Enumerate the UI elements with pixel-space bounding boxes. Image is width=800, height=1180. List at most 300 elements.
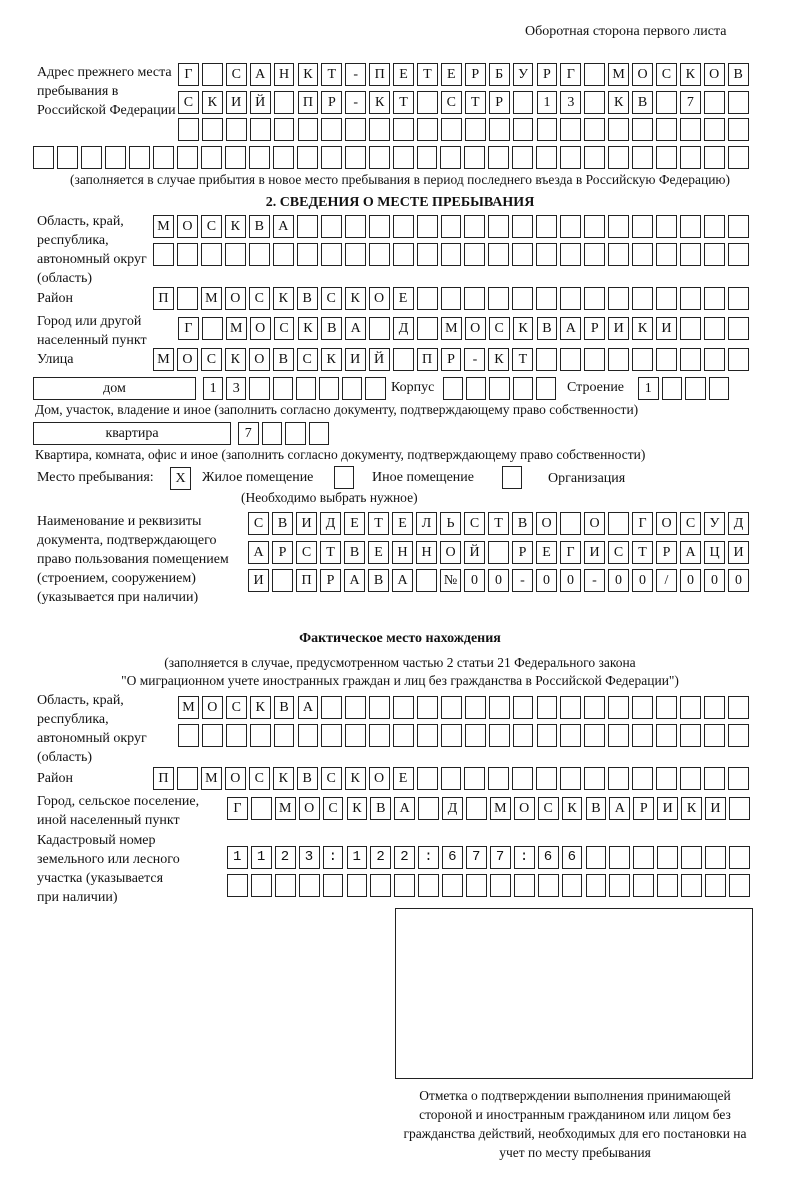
char-cell[interactable]: В xyxy=(632,91,653,114)
char-cell[interactable]: 1 xyxy=(537,91,558,114)
char-cell[interactable] xyxy=(262,422,283,445)
char-cell[interactable]: А xyxy=(298,696,319,719)
char-cell[interactable] xyxy=(177,243,198,266)
char-cell[interactable]: 0 xyxy=(680,569,701,592)
char-cell[interactable] xyxy=(393,724,414,747)
char-cell[interactable] xyxy=(560,118,581,141)
char-cell[interactable] xyxy=(537,696,558,719)
char-cell[interactable] xyxy=(177,287,198,310)
char-cell[interactable]: Р xyxy=(489,91,510,114)
char-cell[interactable] xyxy=(227,874,248,897)
char-cell[interactable] xyxy=(608,215,629,238)
char-cell[interactable]: К xyxy=(608,91,629,114)
char-cell[interactable]: № xyxy=(440,569,461,592)
char-cell[interactable] xyxy=(632,696,653,719)
char-cell[interactable] xyxy=(417,118,438,141)
char-cell[interactable] xyxy=(417,215,438,238)
char-cell[interactable] xyxy=(369,724,390,747)
char-cell[interactable] xyxy=(656,118,677,141)
stay-option-residential-checkbox[interactable]: Х xyxy=(170,467,191,490)
char-cell[interactable]: М xyxy=(153,348,174,371)
char-cell[interactable]: С xyxy=(538,797,559,820)
char-cell[interactable]: Б xyxy=(489,63,510,86)
char-cell[interactable]: С xyxy=(226,63,247,86)
char-cell[interactable] xyxy=(299,874,320,897)
char-cell[interactable] xyxy=(249,146,270,169)
char-cell[interactable]: М xyxy=(441,317,462,340)
char-cell[interactable] xyxy=(705,846,726,869)
char-cell[interactable] xyxy=(365,377,385,400)
char-cell[interactable]: - xyxy=(584,569,605,592)
char-cell[interactable] xyxy=(728,118,749,141)
cadastral-number-value[interactable]: 1123:122:677:66 xyxy=(233,849,592,865)
char-cell[interactable] xyxy=(489,377,509,400)
char-cell[interactable] xyxy=(490,874,511,897)
char-cell[interactable]: И xyxy=(657,797,678,820)
char-cell[interactable] xyxy=(319,377,339,400)
char-cell[interactable] xyxy=(177,767,198,790)
char-cell[interactable]: М xyxy=(201,287,222,310)
char-cell[interactable] xyxy=(57,146,78,169)
char-cell[interactable]: С xyxy=(249,767,270,790)
char-cell[interactable] xyxy=(728,91,749,114)
char-cell[interactable] xyxy=(656,91,677,114)
char-cell[interactable] xyxy=(464,243,485,266)
char-cell[interactable]: С xyxy=(464,512,485,535)
char-cell[interactable]: А xyxy=(273,215,294,238)
char-cell[interactable]: В xyxy=(297,287,318,310)
char-cell[interactable] xyxy=(632,767,653,790)
char-cell[interactable]: - xyxy=(512,569,533,592)
char-cell[interactable]: С xyxy=(201,215,222,238)
char-cell[interactable] xyxy=(704,696,725,719)
char-cell[interactable] xyxy=(321,118,342,141)
char-cell[interactable] xyxy=(657,874,678,897)
char-cell[interactable] xyxy=(345,696,366,719)
char-cell[interactable] xyxy=(709,377,730,400)
char-cell[interactable] xyxy=(584,91,605,114)
char-cell[interactable] xyxy=(656,348,677,371)
char-cell[interactable]: К xyxy=(225,215,246,238)
char-cell[interactable] xyxy=(369,146,390,169)
char-cell[interactable] xyxy=(560,146,581,169)
char-cell[interactable]: 1 xyxy=(203,377,223,400)
char-cell[interactable]: Т xyxy=(632,541,653,564)
char-cell[interactable]: В xyxy=(273,348,294,371)
char-cell[interactable] xyxy=(729,797,750,820)
char-cell[interactable]: Е xyxy=(393,287,414,310)
char-cell[interactable]: Т xyxy=(320,541,341,564)
char-cell[interactable] xyxy=(512,287,533,310)
char-cell[interactable] xyxy=(729,846,750,869)
char-cell[interactable] xyxy=(680,767,701,790)
char-cell[interactable] xyxy=(704,724,725,747)
char-cell[interactable] xyxy=(275,874,296,897)
char-cell[interactable]: Д xyxy=(728,512,749,535)
char-cell[interactable]: 7 xyxy=(238,422,259,445)
char-cell[interactable]: П xyxy=(153,287,174,310)
char-cell[interactable]: О xyxy=(514,797,535,820)
house-type-field[interactable]: дом xyxy=(33,377,196,400)
char-cell[interactable]: / xyxy=(656,569,677,592)
char-cell[interactable] xyxy=(393,348,414,371)
char-cell[interactable] xyxy=(513,118,534,141)
char-cell[interactable] xyxy=(657,846,678,869)
char-cell[interactable] xyxy=(249,243,270,266)
char-cell[interactable]: Ь xyxy=(440,512,461,535)
char-cell[interactable] xyxy=(488,215,509,238)
char-cell[interactable]: К xyxy=(369,91,390,114)
char-cell[interactable]: И xyxy=(705,797,726,820)
char-cell[interactable] xyxy=(584,243,605,266)
char-cell[interactable] xyxy=(466,377,486,400)
char-cell[interactable]: О xyxy=(202,696,223,719)
char-cell[interactable]: У xyxy=(513,63,534,86)
char-cell[interactable]: О xyxy=(465,317,486,340)
char-cell[interactable] xyxy=(514,874,535,897)
char-cell[interactable]: А xyxy=(394,797,415,820)
char-cell[interactable]: С xyxy=(249,287,270,310)
char-cell[interactable] xyxy=(441,696,462,719)
char-cell[interactable] xyxy=(369,317,390,340)
char-cell[interactable] xyxy=(609,874,630,897)
char-cell[interactable] xyxy=(347,874,368,897)
char-cell[interactable] xyxy=(345,146,366,169)
char-cell[interactable] xyxy=(513,696,534,719)
char-cell[interactable] xyxy=(345,724,366,747)
char-cell[interactable]: 1 xyxy=(638,377,659,400)
char-cell[interactable] xyxy=(632,724,653,747)
char-cell[interactable]: П xyxy=(296,569,317,592)
char-cell[interactable]: М xyxy=(201,767,222,790)
char-cell[interactable] xyxy=(536,146,557,169)
char-cell[interactable]: С xyxy=(274,317,295,340)
char-cell[interactable] xyxy=(309,422,330,445)
char-cell[interactable]: Р xyxy=(537,63,558,86)
char-cell[interactable]: Р xyxy=(321,91,342,114)
char-cell[interactable]: - xyxy=(345,91,366,114)
char-cell[interactable]: С xyxy=(201,348,222,371)
char-cell[interactable] xyxy=(249,377,269,400)
char-cell[interactable] xyxy=(608,243,629,266)
char-cell[interactable] xyxy=(680,724,701,747)
char-cell[interactable] xyxy=(345,215,366,238)
char-cell[interactable]: И xyxy=(248,569,269,592)
char-cell[interactable] xyxy=(251,874,272,897)
char-cell[interactable] xyxy=(416,569,437,592)
char-cell[interactable]: Е xyxy=(393,767,414,790)
char-cell[interactable]: О xyxy=(440,541,461,564)
char-cell[interactable]: М xyxy=(275,797,296,820)
char-cell[interactable] xyxy=(681,846,702,869)
char-cell[interactable]: Е xyxy=(536,541,557,564)
char-cell[interactable] xyxy=(512,146,533,169)
char-cell[interactable]: Р xyxy=(441,348,462,371)
char-cell[interactable]: Г xyxy=(560,541,581,564)
char-cell[interactable]: 0 xyxy=(608,569,629,592)
char-cell[interactable] xyxy=(662,377,683,400)
char-cell[interactable] xyxy=(704,348,725,371)
char-cell[interactable] xyxy=(417,243,438,266)
char-cell[interactable] xyxy=(537,118,558,141)
char-cell[interactable] xyxy=(608,118,629,141)
char-cell[interactable]: К xyxy=(273,767,294,790)
char-cell[interactable] xyxy=(685,377,706,400)
char-cell[interactable]: О xyxy=(704,63,725,86)
char-cell[interactable] xyxy=(417,696,438,719)
char-cell[interactable]: Т xyxy=(512,348,533,371)
char-cell[interactable]: И xyxy=(608,317,629,340)
char-cell[interactable]: 0 xyxy=(704,569,725,592)
char-cell[interactable] xyxy=(273,377,293,400)
char-cell[interactable] xyxy=(489,724,510,747)
char-cell[interactable]: - xyxy=(464,348,485,371)
char-cell[interactable] xyxy=(513,91,534,114)
char-cell[interactable] xyxy=(704,317,725,340)
char-cell[interactable]: И xyxy=(656,317,677,340)
char-cell[interactable] xyxy=(584,696,605,719)
char-cell[interactable] xyxy=(177,146,198,169)
char-cell[interactable]: 0 xyxy=(488,569,509,592)
char-cell[interactable]: М xyxy=(226,317,247,340)
char-cell[interactable]: В xyxy=(512,512,533,535)
char-cell[interactable]: С xyxy=(297,348,318,371)
char-cell[interactable]: С xyxy=(321,767,342,790)
char-cell[interactable] xyxy=(704,767,725,790)
char-cell[interactable]: М xyxy=(608,63,629,86)
char-cell[interactable]: С xyxy=(489,317,510,340)
char-cell[interactable] xyxy=(465,696,486,719)
char-cell[interactable] xyxy=(633,846,654,869)
char-cell[interactable]: П xyxy=(369,63,390,86)
char-cell[interactable] xyxy=(560,724,581,747)
char-cell[interactable] xyxy=(584,348,605,371)
char-cell[interactable] xyxy=(297,146,318,169)
char-cell[interactable]: 3 xyxy=(226,377,246,400)
char-cell[interactable]: К xyxy=(345,767,366,790)
char-cell[interactable] xyxy=(728,146,749,169)
char-cell[interactable]: В xyxy=(537,317,558,340)
char-cell[interactable] xyxy=(656,243,677,266)
char-cell[interactable]: Е xyxy=(441,63,462,86)
char-cell[interactable]: И xyxy=(226,91,247,114)
char-cell[interactable] xyxy=(153,146,174,169)
char-cell[interactable]: Т xyxy=(368,512,389,535)
char-cell[interactable] xyxy=(226,118,247,141)
char-cell[interactable] xyxy=(512,215,533,238)
char-cell[interactable]: П xyxy=(417,348,438,371)
char-cell[interactable]: Т xyxy=(488,512,509,535)
char-cell[interactable]: В xyxy=(249,215,270,238)
char-cell[interactable]: О xyxy=(225,287,246,310)
char-cell[interactable] xyxy=(704,146,725,169)
char-cell[interactable]: Е xyxy=(393,63,414,86)
char-cell[interactable] xyxy=(536,243,557,266)
char-cell[interactable]: С xyxy=(323,797,344,820)
char-cell[interactable]: И xyxy=(584,541,605,564)
char-cell[interactable]: В xyxy=(586,797,607,820)
char-cell[interactable] xyxy=(298,724,319,747)
char-cell[interactable]: Т xyxy=(465,91,486,114)
char-cell[interactable] xyxy=(466,874,487,897)
char-cell[interactable]: А xyxy=(609,797,630,820)
char-cell[interactable] xyxy=(105,146,126,169)
char-cell[interactable]: К xyxy=(562,797,583,820)
char-cell[interactable]: К xyxy=(225,348,246,371)
char-cell[interactable] xyxy=(608,287,629,310)
char-cell[interactable]: К xyxy=(298,63,319,86)
char-cell[interactable]: П xyxy=(298,91,319,114)
char-cell[interactable]: Е xyxy=(368,541,389,564)
char-cell[interactable]: А xyxy=(392,569,413,592)
char-cell[interactable] xyxy=(441,215,462,238)
char-cell[interactable]: А xyxy=(560,317,581,340)
char-cell[interactable] xyxy=(586,874,607,897)
char-cell[interactable] xyxy=(369,243,390,266)
char-cell[interactable] xyxy=(202,63,223,86)
stay-option-organization-checkbox[interactable] xyxy=(502,466,522,489)
char-cell[interactable] xyxy=(537,724,558,747)
char-cell[interactable] xyxy=(728,243,749,266)
char-cell[interactable] xyxy=(680,118,701,141)
char-cell[interactable] xyxy=(560,215,581,238)
char-cell[interactable] xyxy=(369,215,390,238)
char-cell[interactable] xyxy=(513,377,533,400)
char-cell[interactable] xyxy=(418,797,439,820)
char-cell[interactable] xyxy=(656,146,677,169)
char-cell[interactable] xyxy=(273,243,294,266)
char-cell[interactable] xyxy=(369,696,390,719)
char-cell[interactable] xyxy=(464,287,485,310)
char-cell[interactable]: У xyxy=(704,512,725,535)
char-cell[interactable] xyxy=(297,215,318,238)
char-cell[interactable]: 3 xyxy=(560,91,581,114)
char-cell[interactable] xyxy=(417,317,438,340)
char-cell[interactable]: И xyxy=(296,512,317,535)
char-cell[interactable] xyxy=(465,724,486,747)
char-cell[interactable]: К xyxy=(202,91,223,114)
char-cell[interactable] xyxy=(202,118,223,141)
char-cell[interactable] xyxy=(584,724,605,747)
char-cell[interactable]: К xyxy=(632,317,653,340)
char-cell[interactable] xyxy=(632,215,653,238)
char-cell[interactable] xyxy=(443,377,463,400)
char-cell[interactable]: П xyxy=(153,767,174,790)
char-cell[interactable] xyxy=(609,846,630,869)
char-cell[interactable] xyxy=(250,118,271,141)
char-cell[interactable] xyxy=(81,146,102,169)
char-cell[interactable]: К xyxy=(681,797,702,820)
char-cell[interactable] xyxy=(704,243,725,266)
char-cell[interactable]: О xyxy=(369,287,390,310)
char-cell[interactable] xyxy=(441,724,462,747)
char-cell[interactable]: М xyxy=(178,696,199,719)
char-cell[interactable]: - xyxy=(345,63,366,86)
char-cell[interactable]: Н xyxy=(416,541,437,564)
char-cell[interactable] xyxy=(178,118,199,141)
char-cell[interactable] xyxy=(584,118,605,141)
char-cell[interactable] xyxy=(464,215,485,238)
char-cell[interactable]: Л xyxy=(416,512,437,535)
char-cell[interactable]: Р xyxy=(465,63,486,86)
char-cell[interactable] xyxy=(417,767,438,790)
char-cell[interactable] xyxy=(632,146,653,169)
char-cell[interactable]: В xyxy=(272,512,293,535)
char-cell[interactable] xyxy=(608,724,629,747)
char-cell[interactable] xyxy=(153,243,174,266)
char-cell[interactable] xyxy=(656,287,677,310)
char-cell[interactable] xyxy=(681,874,702,897)
char-cell[interactable] xyxy=(488,287,509,310)
char-cell[interactable] xyxy=(729,874,750,897)
char-cell[interactable]: Й xyxy=(369,348,390,371)
char-cell[interactable] xyxy=(728,348,749,371)
char-cell[interactable] xyxy=(296,377,316,400)
char-cell[interactable] xyxy=(250,724,271,747)
char-cell[interactable]: 0 xyxy=(728,569,749,592)
char-cell[interactable]: С xyxy=(178,91,199,114)
char-cell[interactable]: С xyxy=(248,512,269,535)
char-cell[interactable] xyxy=(488,767,509,790)
char-cell[interactable] xyxy=(728,317,749,340)
char-cell[interactable]: М xyxy=(490,797,511,820)
char-cell[interactable]: О xyxy=(369,767,390,790)
char-cell[interactable] xyxy=(464,767,485,790)
char-cell[interactable] xyxy=(608,348,629,371)
char-cell[interactable] xyxy=(321,724,342,747)
char-cell[interactable]: О xyxy=(177,348,198,371)
char-cell[interactable] xyxy=(417,287,438,310)
char-cell[interactable] xyxy=(680,243,701,266)
char-cell[interactable]: 0 xyxy=(560,569,581,592)
char-cell[interactable]: Й xyxy=(464,541,485,564)
char-cell[interactable] xyxy=(704,287,725,310)
char-cell[interactable] xyxy=(656,696,677,719)
char-cell[interactable] xyxy=(538,874,559,897)
char-cell[interactable] xyxy=(273,146,294,169)
char-cell[interactable]: О xyxy=(632,63,653,86)
char-cell[interactable]: В xyxy=(370,797,391,820)
char-cell[interactable]: О xyxy=(249,348,270,371)
char-cell[interactable]: С xyxy=(656,63,677,86)
char-cell[interactable] xyxy=(488,541,509,564)
char-cell[interactable]: К xyxy=(298,317,319,340)
char-cell[interactable] xyxy=(370,874,391,897)
char-cell[interactable] xyxy=(680,348,701,371)
char-cell[interactable]: С xyxy=(226,696,247,719)
char-cell[interactable]: Г xyxy=(178,317,199,340)
char-cell[interactable] xyxy=(393,118,414,141)
char-cell[interactable]: С xyxy=(441,91,462,114)
char-cell[interactable] xyxy=(129,146,150,169)
char-cell[interactable] xyxy=(225,146,246,169)
char-cell[interactable] xyxy=(512,767,533,790)
char-cell[interactable]: 0 xyxy=(464,569,485,592)
char-cell[interactable] xyxy=(704,215,725,238)
char-cell[interactable]: К xyxy=(345,287,366,310)
char-cell[interactable] xyxy=(441,767,462,790)
char-cell[interactable] xyxy=(536,215,557,238)
char-cell[interactable]: О xyxy=(250,317,271,340)
char-cell[interactable]: Р xyxy=(584,317,605,340)
char-cell[interactable] xyxy=(202,724,223,747)
char-cell[interactable]: С xyxy=(608,541,629,564)
char-cell[interactable]: Р xyxy=(272,541,293,564)
char-cell[interactable] xyxy=(33,146,54,169)
char-cell[interactable] xyxy=(680,317,701,340)
char-cell[interactable] xyxy=(705,874,726,897)
char-cell[interactable] xyxy=(680,696,701,719)
